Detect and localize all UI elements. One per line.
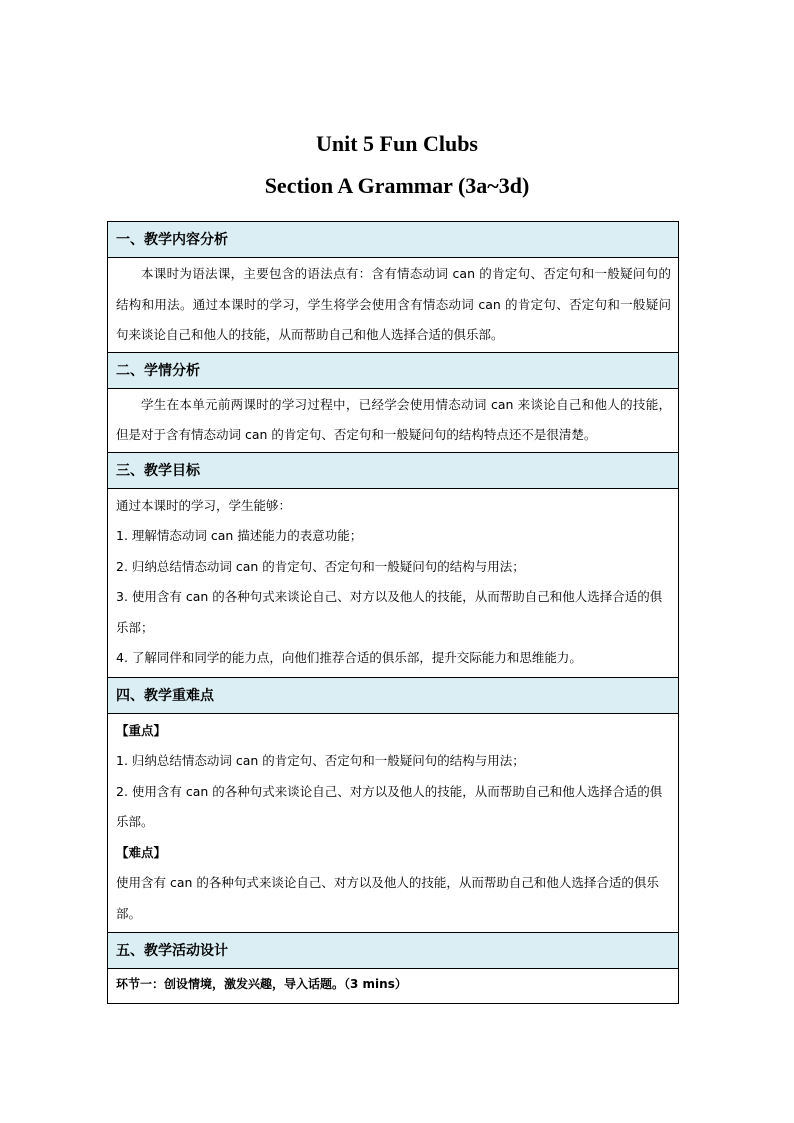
- section-body-objectives: [108, 489, 678, 678]
- document-title: Unit 5 Fun Clubs: [315, 131, 478, 156]
- key-point-item: 1. 归纳总结情态动词 can 的肯定句、否定句和一般疑问句的结构与用法；: [116, 753, 525, 768]
- section-heading-objectives: 三、教学目标: [108, 453, 678, 489]
- key-points-label: 【重点】: [116, 722, 167, 738]
- difficult-point-text: 使用含有 can 的各种句式来谈论自己、对方以及他人的技能，从而帮助自己和他人选择合适的俱乐部。: [116, 875, 659, 921]
- objective-item: 3. 使用含有 can 的各种句式来谈论自己、对方以及他人的技能，从而帮助自己和他人选择合适的俱乐部；: [116, 589, 663, 635]
- section-heading-content-analysis: 一、教学内容分析: [108, 222, 678, 258]
- section-body-key-points: [108, 714, 678, 934]
- section-body-student-analysis: [108, 389, 678, 453]
- objective-item: 4. 了解同伴和同学的能力点，向他们推荐合适的俱乐部，提升交际能力和思维能力。: [116, 650, 582, 665]
- document-subtitle: Section A Grammar (3a~3d): [264, 173, 530, 198]
- objective-item: 2. 归纳总结情态动词 can 的肯定句、否定句和一般疑问句的结构与用法；: [116, 558, 525, 574]
- content-analysis-paragraph: 本课时为语法课，主要包含的语法点有：含有情态动词 can 的肯定句、否定句和一般疑问句的结构和用法。通过本课时的学习，学生将学会使用含有情态动词 can 的肯定句、否定句和一般疑问句来谈论自己和他人的技能，从而帮助自己和他人选择合适的俱乐部。: [116, 266, 671, 342]
- section-heading-student-analysis: 二、学情分析: [108, 353, 678, 389]
- objective-item: 1. 理解情态动词 can 描述能力的表意功能；: [116, 528, 363, 543]
- lesson-plan-table: [107, 221, 679, 1004]
- difficult-points-label: 【难点】: [116, 844, 167, 860]
- section-heading-activity-design: 五、教学活动设计: [108, 933, 678, 969]
- student-analysis-paragraph: 学生在本单元前两课时的学习过程中，已经学会使用情态动词 can 来谈论自己和他人的技能，但是对于含有情态动词 can 的肯定句、否定句和一般疑问句的结构特点还不是很清楚。: [116, 396, 671, 442]
- section-body-content-analysis: [108, 258, 678, 353]
- key-point-item: 2. 使用含有 can 的各种句式来谈论自己、对方以及他人的技能，从而帮助自己和他人选择合适的俱乐部。: [116, 783, 663, 829]
- objectives-intro: 通过本课时的学习，学生能够：: [116, 497, 292, 513]
- section-heading-key-points: 四、教学重难点: [108, 678, 678, 714]
- section-body-activity-design: [108, 969, 678, 1004]
- activity-step: 环节一：创设情境，激发兴趣，导入话题。（3 mins）: [116, 977, 407, 991]
